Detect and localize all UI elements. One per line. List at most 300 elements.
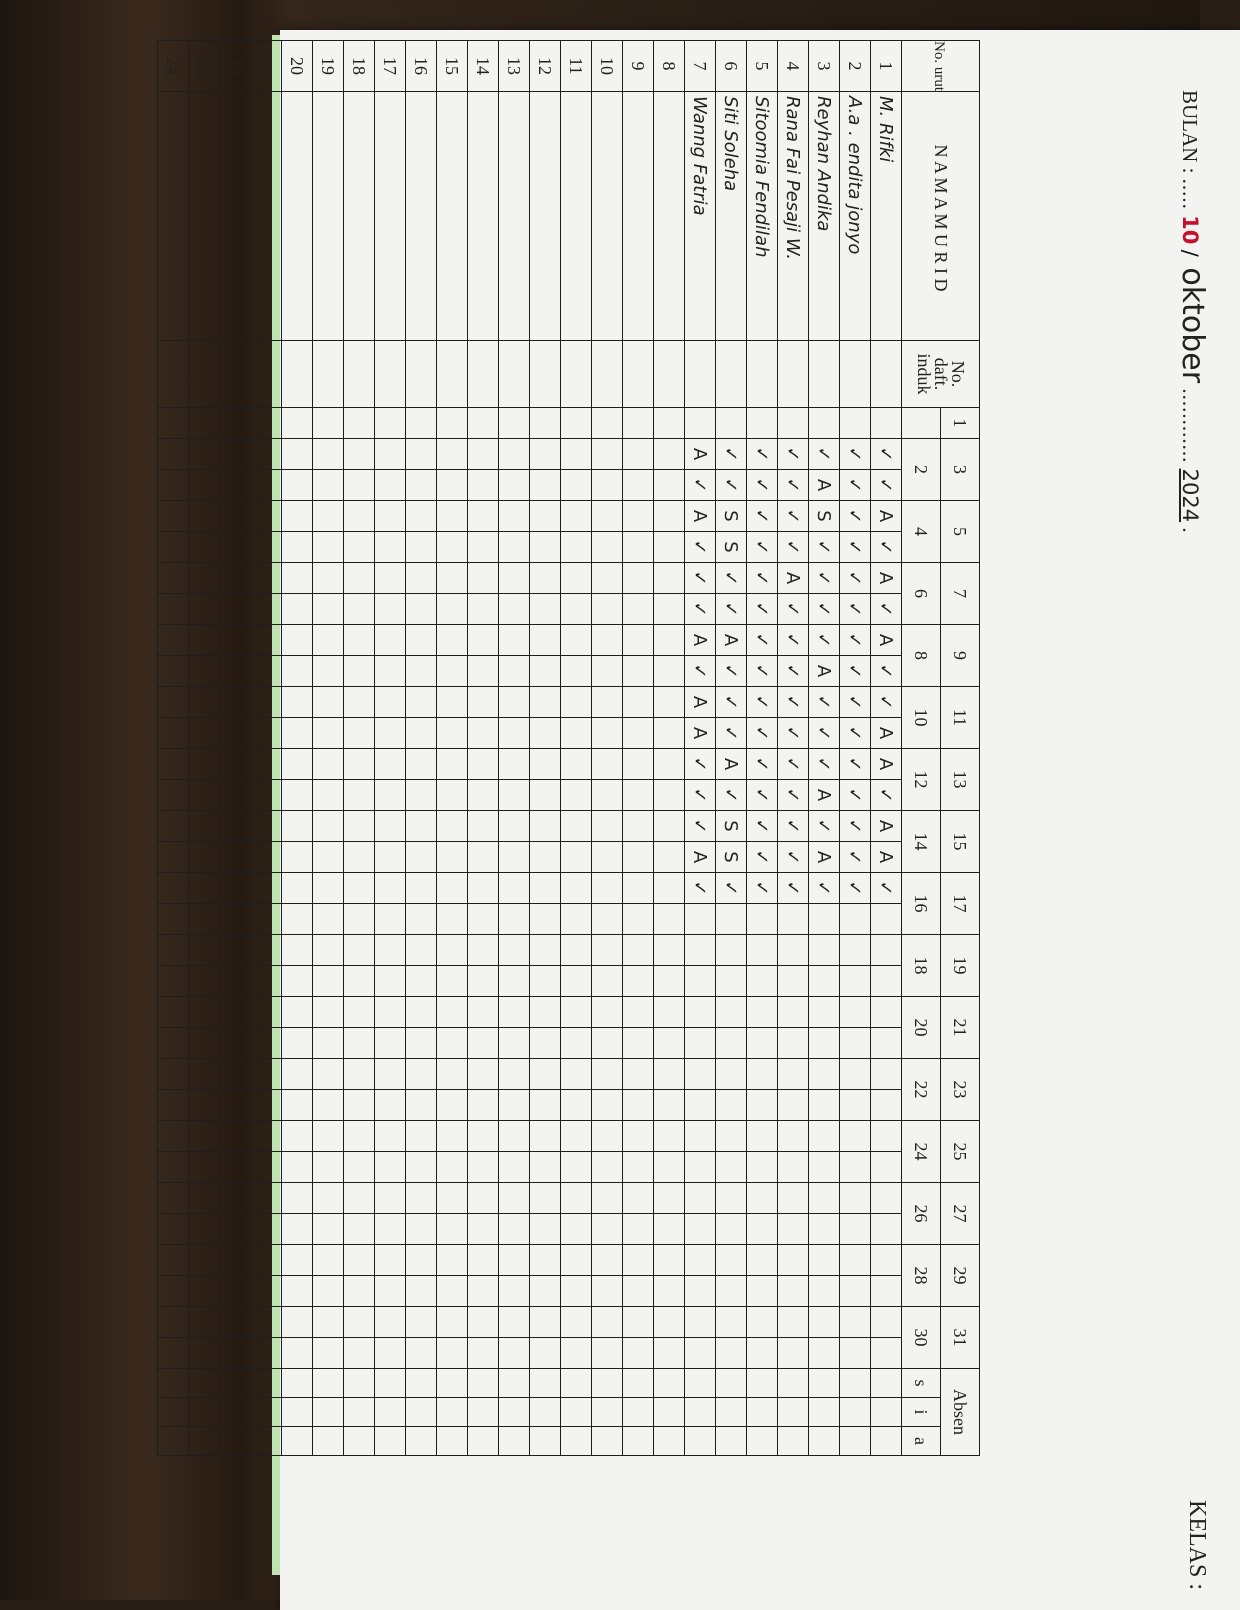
attendance-cell bbox=[158, 1121, 189, 1152]
attendance-cell bbox=[344, 842, 375, 873]
attendance-cell bbox=[778, 1338, 809, 1369]
attendance-cell bbox=[809, 1028, 840, 1059]
row-number: 8 bbox=[654, 41, 685, 92]
attendance-cell bbox=[158, 1090, 189, 1121]
attendance-mark: ✓ bbox=[778, 749, 809, 780]
attendance-cell bbox=[189, 1028, 220, 1059]
table-row bbox=[716, 41, 747, 1456]
attendance-cell bbox=[282, 1121, 313, 1152]
attendance-cell bbox=[468, 1307, 499, 1338]
attendance-cell bbox=[499, 997, 530, 1028]
absen-cell bbox=[282, 1427, 313, 1456]
attendance-cell bbox=[313, 1059, 344, 1090]
attendance-cell bbox=[747, 1183, 778, 1214]
attendance-cell bbox=[592, 904, 623, 935]
attendance-cell bbox=[158, 718, 189, 749]
attendance-cell bbox=[437, 997, 468, 1028]
absen-cell bbox=[437, 1398, 468, 1427]
attendance-cell bbox=[530, 1307, 561, 1338]
attendance-cell bbox=[282, 1090, 313, 1121]
induk-cell bbox=[809, 341, 840, 408]
attendance-cell bbox=[716, 1121, 747, 1152]
absen-cell bbox=[158, 1398, 189, 1427]
attendance-cell bbox=[809, 1152, 840, 1183]
attendance-cell bbox=[282, 532, 313, 563]
attendance-cell bbox=[747, 1028, 778, 1059]
attendance-cell bbox=[313, 966, 344, 997]
attendance-mark: ✓ bbox=[871, 594, 902, 625]
attendance-cell bbox=[282, 1276, 313, 1307]
attendance-cell bbox=[499, 1121, 530, 1152]
student-name: Rana Fai Pesaji W. bbox=[778, 92, 809, 341]
table-row bbox=[437, 41, 468, 1456]
absen-cell bbox=[840, 1398, 871, 1427]
attendance-cell bbox=[530, 935, 561, 966]
table-row bbox=[313, 41, 344, 1456]
attendance-cell bbox=[530, 966, 561, 997]
attendance-cell bbox=[282, 563, 313, 594]
attendance-cell bbox=[530, 656, 561, 687]
table-row bbox=[654, 41, 685, 1456]
attendance-cell bbox=[220, 904, 251, 935]
attendance-mark: ✓ bbox=[809, 594, 840, 625]
absen-cell bbox=[220, 1398, 251, 1427]
attendance-cell bbox=[809, 1338, 840, 1369]
student-name bbox=[406, 92, 437, 341]
attendance-cell bbox=[375, 749, 406, 780]
day-header-30: 30 bbox=[902, 1307, 941, 1369]
attendance-cell bbox=[437, 811, 468, 842]
attendance-cell bbox=[778, 408, 809, 439]
attendance-mark: ✓ bbox=[840, 501, 871, 532]
absen-cell bbox=[530, 1369, 561, 1398]
attendance-cell bbox=[220, 501, 251, 532]
attendance-cell bbox=[747, 1121, 778, 1152]
attendance-cell bbox=[623, 532, 654, 563]
attendance-cell bbox=[313, 997, 344, 1028]
absen-cell bbox=[871, 1427, 902, 1456]
attendance-cell bbox=[530, 904, 561, 935]
attendance-cell bbox=[220, 563, 251, 594]
attendance-cell bbox=[530, 470, 561, 501]
attendance-mark: ✓ bbox=[685, 780, 716, 811]
attendance-cell bbox=[499, 532, 530, 563]
attendance-cell bbox=[437, 687, 468, 718]
induk-cell bbox=[406, 341, 437, 408]
attendance-cell bbox=[158, 1214, 189, 1245]
absen-cell bbox=[623, 1369, 654, 1398]
attendance-cell bbox=[251, 1183, 282, 1214]
attendance-cell bbox=[840, 966, 871, 997]
attendance-cell bbox=[220, 966, 251, 997]
attendance-cell bbox=[313, 935, 344, 966]
attendance-cell bbox=[561, 1307, 592, 1338]
day-header-2: 2 bbox=[902, 439, 941, 501]
attendance-cell bbox=[282, 904, 313, 935]
induk-cell bbox=[344, 341, 375, 408]
attendance-cell bbox=[251, 873, 282, 904]
attendance-cell bbox=[375, 408, 406, 439]
attendance-cell bbox=[685, 1214, 716, 1245]
attendance-cell bbox=[282, 594, 313, 625]
attendance-cell bbox=[530, 563, 561, 594]
attendance-cell bbox=[282, 966, 313, 997]
attendance-cell bbox=[189, 1245, 220, 1276]
day-header-spacer bbox=[902, 408, 941, 439]
absen-cell bbox=[251, 1427, 282, 1456]
attendance-cell bbox=[313, 1121, 344, 1152]
student-name: Wanng Fatria bbox=[685, 92, 716, 341]
row-number: 7 bbox=[685, 41, 716, 92]
attendance-cell bbox=[406, 842, 437, 873]
absen-cell bbox=[809, 1427, 840, 1456]
attendance-cell bbox=[437, 1090, 468, 1121]
attendance-cell bbox=[685, 408, 716, 439]
absen-cell bbox=[561, 1427, 592, 1456]
absen-cell bbox=[375, 1369, 406, 1398]
attendance-cell bbox=[716, 1152, 747, 1183]
attendance-cell bbox=[189, 873, 220, 904]
header-row-odd-days bbox=[941, 41, 980, 1456]
attendance-cell bbox=[158, 1028, 189, 1059]
absen-header: Absen bbox=[941, 1369, 980, 1456]
attendance-mark: ✓ bbox=[747, 811, 778, 842]
attendance-cell bbox=[251, 935, 282, 966]
induk-cell bbox=[158, 341, 189, 408]
attendance-cell bbox=[530, 501, 561, 532]
attendance-cell bbox=[189, 842, 220, 873]
attendance-cell bbox=[375, 842, 406, 873]
attendance-cell bbox=[406, 780, 437, 811]
induk-cell bbox=[530, 341, 561, 408]
day-header-31: 31 bbox=[941, 1307, 980, 1369]
attendance-cell bbox=[561, 749, 592, 780]
attendance-cell bbox=[189, 1121, 220, 1152]
absen-cell bbox=[344, 1398, 375, 1427]
table-row bbox=[685, 41, 716, 1456]
attendance-cell bbox=[468, 935, 499, 966]
attendance-mark: ✓ bbox=[778, 780, 809, 811]
attendance-cell bbox=[313, 1245, 344, 1276]
attendance-cell bbox=[840, 904, 871, 935]
attendance-cell bbox=[623, 935, 654, 966]
attendance-cell bbox=[251, 408, 282, 439]
attendance-cell bbox=[437, 873, 468, 904]
absen-cell bbox=[468, 1369, 499, 1398]
attendance-cell bbox=[406, 1121, 437, 1152]
attendance-cell bbox=[809, 1121, 840, 1152]
attendance-cell bbox=[344, 1090, 375, 1121]
attendance-cell bbox=[468, 532, 499, 563]
attendance-mark: ✓ bbox=[840, 811, 871, 842]
attendance-cell bbox=[437, 625, 468, 656]
row-number: 2 bbox=[840, 41, 871, 92]
attendance-cell bbox=[220, 1276, 251, 1307]
table-row bbox=[158, 41, 189, 1456]
attendance-cell bbox=[592, 1276, 623, 1307]
attendance-cell bbox=[530, 1090, 561, 1121]
attendance-cell bbox=[313, 1214, 344, 1245]
attendance-mark: ✓ bbox=[809, 811, 840, 842]
attendance-mark: ✓ bbox=[840, 687, 871, 718]
attendance-cell bbox=[344, 1245, 375, 1276]
attendance-cell bbox=[530, 873, 561, 904]
attendance-cell bbox=[592, 1183, 623, 1214]
attendance-cell bbox=[778, 997, 809, 1028]
attendance-cell bbox=[189, 1059, 220, 1090]
attendance-cell bbox=[747, 935, 778, 966]
day-header-12: 12 bbox=[902, 749, 941, 811]
attendance-mark: ✓ bbox=[716, 470, 747, 501]
attendance-mark: ✓ bbox=[716, 439, 747, 470]
attendance-cell bbox=[437, 1152, 468, 1183]
attendance-cell bbox=[251, 625, 282, 656]
attendance-cell bbox=[654, 873, 685, 904]
attendance-cell bbox=[747, 1307, 778, 1338]
attendance-cell bbox=[530, 1121, 561, 1152]
attendance-cell bbox=[871, 935, 902, 966]
absen-cell bbox=[871, 1369, 902, 1398]
attendance-mark: A bbox=[685, 842, 716, 873]
attendance-cell bbox=[747, 408, 778, 439]
attendance-mark: ✓ bbox=[747, 470, 778, 501]
attendance-cell bbox=[406, 1152, 437, 1183]
attendance-cell bbox=[499, 439, 530, 470]
attendance-cell bbox=[561, 1121, 592, 1152]
attendance-cell bbox=[251, 594, 282, 625]
attendance-cell bbox=[375, 1214, 406, 1245]
attendance-mark: ✓ bbox=[809, 532, 840, 563]
row-number: 19 bbox=[313, 41, 344, 92]
attendance-cell bbox=[840, 1121, 871, 1152]
attendance-mark: ✓ bbox=[809, 749, 840, 780]
attendance-cell bbox=[685, 1028, 716, 1059]
attendance-cell bbox=[592, 1121, 623, 1152]
attendance-cell bbox=[499, 1214, 530, 1245]
student-name bbox=[592, 92, 623, 341]
attendance-cell bbox=[344, 749, 375, 780]
attendance-cell bbox=[375, 1090, 406, 1121]
attendance-cell bbox=[623, 904, 654, 935]
row-number: 11 bbox=[561, 41, 592, 92]
attendance-cell bbox=[344, 1152, 375, 1183]
attendance-cell bbox=[220, 873, 251, 904]
attendance-cell bbox=[499, 1245, 530, 1276]
attendance-cell bbox=[282, 1183, 313, 1214]
attendance-cell bbox=[158, 1245, 189, 1276]
day-header-29: 29 bbox=[941, 1245, 980, 1307]
year: 2024 bbox=[1178, 468, 1202, 523]
attendance-cell bbox=[158, 501, 189, 532]
attendance-cell bbox=[561, 873, 592, 904]
absen-cell bbox=[313, 1427, 344, 1456]
attendance-cell bbox=[344, 1338, 375, 1369]
induk-cell bbox=[685, 341, 716, 408]
attendance-cell bbox=[871, 1214, 902, 1245]
attendance-cell bbox=[406, 1307, 437, 1338]
row-number: 5 bbox=[747, 41, 778, 92]
student-name bbox=[375, 92, 406, 341]
attendance-cell bbox=[375, 718, 406, 749]
attendance-cell bbox=[375, 811, 406, 842]
attendance-mark: ✓ bbox=[747, 873, 778, 904]
attendance-cell bbox=[530, 811, 561, 842]
attendance-mark: ✓ bbox=[716, 563, 747, 594]
table-row bbox=[282, 41, 313, 1456]
attendance-cell bbox=[251, 1214, 282, 1245]
attendance-cell bbox=[158, 842, 189, 873]
attendance-cell bbox=[778, 904, 809, 935]
attendance-cell bbox=[592, 966, 623, 997]
attendance-cell bbox=[654, 1059, 685, 1090]
absen-cell bbox=[623, 1398, 654, 1427]
attendance-cell bbox=[158, 687, 189, 718]
student-name bbox=[344, 92, 375, 341]
attendance-cell bbox=[251, 904, 282, 935]
absen-cell bbox=[778, 1398, 809, 1427]
attendance-cell bbox=[313, 1276, 344, 1307]
attendance-mark: ✓ bbox=[871, 873, 902, 904]
attendance-cell bbox=[561, 501, 592, 532]
attendance-cell bbox=[716, 966, 747, 997]
attendance-cell bbox=[406, 718, 437, 749]
attendance-cell bbox=[499, 1183, 530, 1214]
attendance-mark: ✓ bbox=[685, 594, 716, 625]
attendance-mark: ✓ bbox=[685, 470, 716, 501]
attendance-cell bbox=[561, 842, 592, 873]
attendance-cell bbox=[871, 904, 902, 935]
attendance-cell bbox=[468, 439, 499, 470]
attendance-cell bbox=[189, 563, 220, 594]
absen-cell bbox=[189, 1369, 220, 1398]
attendance-cell bbox=[685, 997, 716, 1028]
attendance-mark: ✓ bbox=[778, 625, 809, 656]
attendance-cell bbox=[406, 935, 437, 966]
absen-cell bbox=[809, 1369, 840, 1398]
attendance-cell bbox=[623, 1183, 654, 1214]
absen-cell bbox=[747, 1369, 778, 1398]
attendance-cell bbox=[747, 1152, 778, 1183]
attendance-cell bbox=[685, 966, 716, 997]
attendance-cell bbox=[375, 1245, 406, 1276]
attendance-cell bbox=[282, 1307, 313, 1338]
attendance-cell bbox=[437, 842, 468, 873]
attendance-cell bbox=[592, 780, 623, 811]
attendance-cell bbox=[189, 501, 220, 532]
attendance-mark: ✓ bbox=[809, 439, 840, 470]
attendance-cell bbox=[282, 1059, 313, 1090]
attendance-cell bbox=[716, 1338, 747, 1369]
attendance-cell bbox=[592, 842, 623, 873]
attendance-cell bbox=[375, 904, 406, 935]
absen-cell bbox=[654, 1398, 685, 1427]
attendance-cell bbox=[406, 1276, 437, 1307]
attendance-cell bbox=[251, 1090, 282, 1121]
attendance-cell bbox=[344, 501, 375, 532]
attendance-cell bbox=[220, 1307, 251, 1338]
absen-cell bbox=[530, 1398, 561, 1427]
attendance-mark: ✓ bbox=[778, 811, 809, 842]
student-rows bbox=[158, 41, 902, 1456]
attendance-cell bbox=[406, 966, 437, 997]
attendance-cell bbox=[561, 625, 592, 656]
attendance-cell bbox=[561, 1059, 592, 1090]
attendance-cell bbox=[251, 811, 282, 842]
attendance-cell bbox=[623, 656, 654, 687]
day-header-23: 23 bbox=[941, 1059, 980, 1121]
attendance-cell bbox=[158, 470, 189, 501]
attendance-cell bbox=[871, 966, 902, 997]
attendance-cell bbox=[623, 1059, 654, 1090]
attendance-cell bbox=[158, 1183, 189, 1214]
attendance-cell bbox=[778, 935, 809, 966]
attendance-mark: ✓ bbox=[747, 501, 778, 532]
attendance-cell bbox=[561, 780, 592, 811]
induk-cell bbox=[282, 341, 313, 408]
absen-sub-i: i bbox=[902, 1398, 941, 1427]
attendance-cell bbox=[251, 1307, 282, 1338]
attendance-table bbox=[157, 40, 980, 1456]
attendance-cell bbox=[468, 749, 499, 780]
col-no-header: No. urut bbox=[902, 41, 980, 92]
attendance-cell bbox=[840, 408, 871, 439]
attendance-cell bbox=[220, 1214, 251, 1245]
attendance-mark: A bbox=[685, 687, 716, 718]
attendance-cell bbox=[251, 501, 282, 532]
attendance-cell bbox=[344, 1059, 375, 1090]
attendance-cell bbox=[561, 439, 592, 470]
attendance-cell bbox=[623, 1276, 654, 1307]
attendance-cell bbox=[716, 1183, 747, 1214]
row-number: 21 bbox=[251, 41, 282, 92]
attendance-cell bbox=[561, 594, 592, 625]
student-name: A.a . endita jonyo bbox=[840, 92, 871, 341]
attendance-cell bbox=[375, 501, 406, 532]
attendance-cell bbox=[437, 656, 468, 687]
attendance-cell bbox=[499, 501, 530, 532]
absen-cell bbox=[406, 1369, 437, 1398]
absen-cell bbox=[654, 1427, 685, 1456]
row-number: 3 bbox=[809, 41, 840, 92]
attendance-cell bbox=[375, 1028, 406, 1059]
attendance-cell bbox=[251, 1028, 282, 1059]
attendance-cell bbox=[344, 966, 375, 997]
attendance-mark: A bbox=[716, 625, 747, 656]
attendance-cell bbox=[530, 408, 561, 439]
attendance-cell bbox=[468, 594, 499, 625]
attendance-cell bbox=[747, 997, 778, 1028]
attendance-cell bbox=[375, 966, 406, 997]
attendance-mark: ✓ bbox=[871, 780, 902, 811]
attendance-cell bbox=[468, 1276, 499, 1307]
attendance-cell bbox=[623, 873, 654, 904]
attendance-cell bbox=[530, 718, 561, 749]
attendance-cell bbox=[406, 904, 437, 935]
attendance-cell bbox=[220, 842, 251, 873]
attendance-cell bbox=[840, 1338, 871, 1369]
attendance-cell bbox=[437, 966, 468, 997]
attendance-mark: A bbox=[871, 718, 902, 749]
attendance-cell bbox=[592, 1090, 623, 1121]
attendance-cell bbox=[623, 718, 654, 749]
attendance-mark: A bbox=[685, 501, 716, 532]
attendance-cell bbox=[716, 1090, 747, 1121]
attendance-cell bbox=[561, 656, 592, 687]
attendance-cell bbox=[809, 1090, 840, 1121]
attendance-mark: A bbox=[778, 563, 809, 594]
attendance-cell bbox=[437, 563, 468, 594]
attendance-cell bbox=[437, 1245, 468, 1276]
